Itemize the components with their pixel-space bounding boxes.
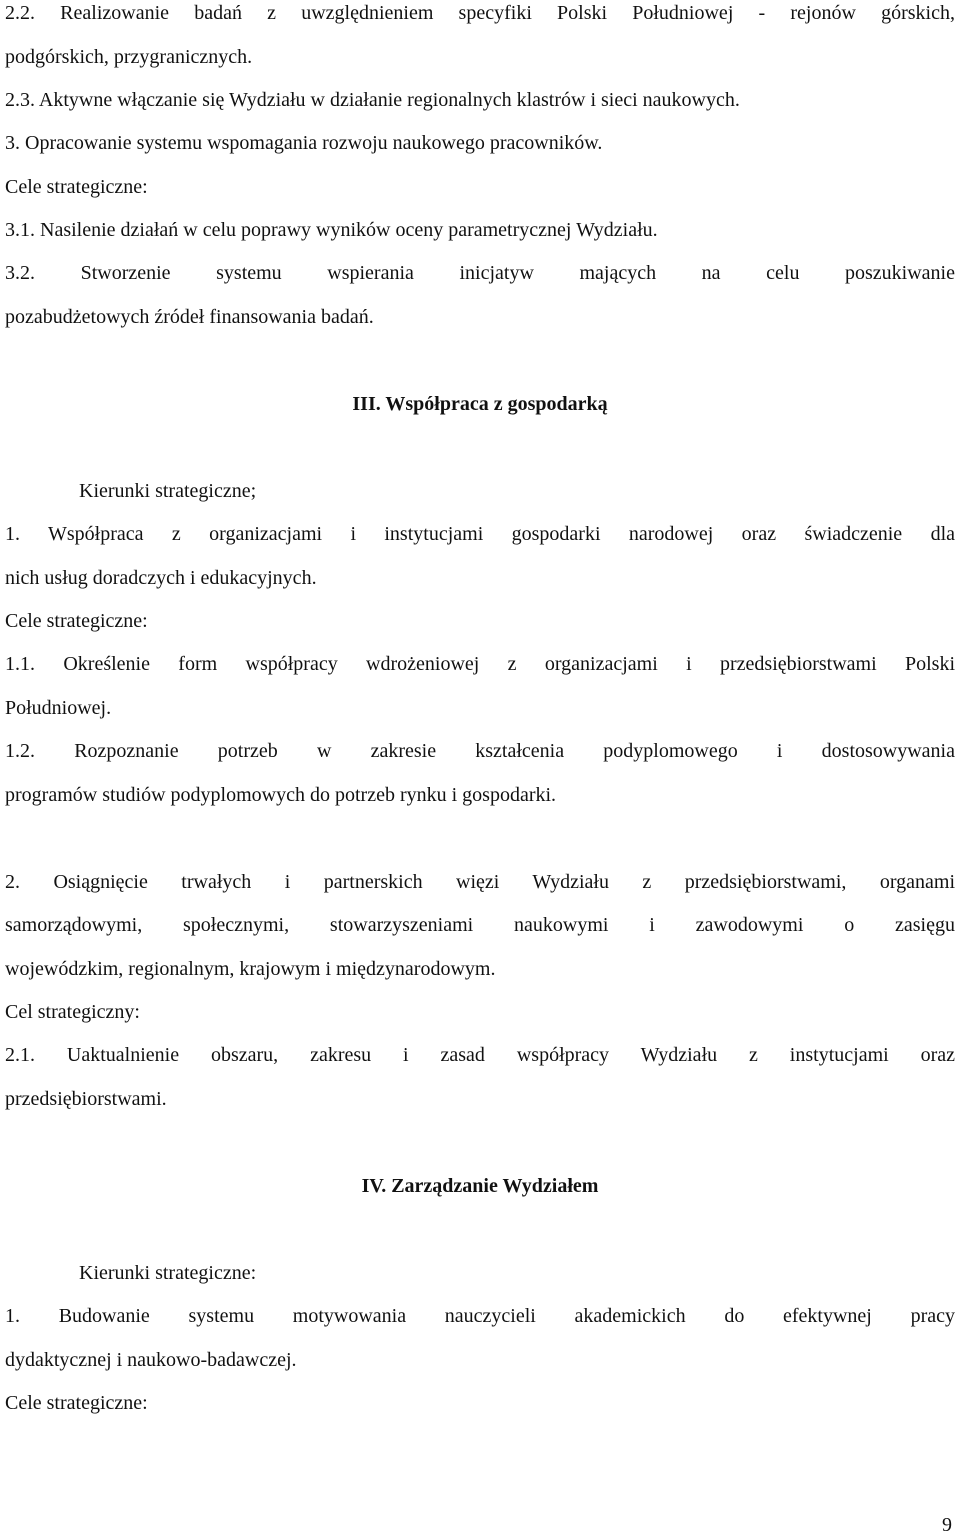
- section-heading-iv: IV. Zarządzanie Wydziałem: [361, 1175, 599, 1197]
- text-line-3-2-cont: pozabudżetowych źródeł finansowania badań.: [5, 306, 374, 328]
- label-kierunki-strategiczne: Kierunki strategiczne:: [79, 1262, 257, 1284]
- text-line-2-cont-b: wojewódzkim, regionalnym, krajowym i międzynarodowym.: [5, 958, 496, 980]
- text-line-1-iv: 1. Budowanie systemu motywowania nauczycieli akademickich do efektywnej pracy: [5, 1305, 955, 1327]
- text-line-2: 2. Osiągnięcie trwałych i partnerskich więzi Wydziału z przedsiębiorstwami, organami: [5, 871, 955, 893]
- text-line-3: 3. Opracowanie systemu wspomagania rozwoju naukowego pracowników.: [5, 132, 603, 154]
- text-line-2-cont-a: samorządowymi, społecznymi, stowarzyszeniami naukowymi i zawodowymi o zasięgu: [5, 914, 955, 936]
- label-cele-strategiczne: Cele strategiczne:: [5, 176, 148, 198]
- label-cel-strategiczny: Cel strategiczny:: [5, 1001, 140, 1023]
- label-cele-strategiczne: Cele strategiczne:: [5, 1392, 148, 1414]
- text-line-1-iv-cont: dydaktycznej i naukowo-badawczej.: [5, 1349, 297, 1371]
- text-line-1-2-cont: programów studiów podyplomowych do potrzeb rynku i gospodarki.: [5, 784, 557, 806]
- page-number: 9: [942, 1514, 952, 1536]
- text-line-1-cont: nich usług doradczych i edukacyjnych.: [5, 567, 317, 589]
- text-line-3-1: 3.1. Nasilenie działań w celu poprawy wyników oceny parametrycznej Wydziału.: [5, 219, 658, 241]
- text-line-2-3: 2.3. Aktywne włączanie się Wydziału w działanie regionalnych klastrów i sieci naukowych.: [5, 89, 740, 111]
- text-line-2-2: 2.2. Realizowanie badań z uwzględnieniem specyfiki Polski Południowej - rejonów górskich,: [5, 2, 955, 24]
- text-line-2-2-cont: podgórskich, przygranicznych.: [5, 46, 253, 68]
- text-line-1: 1. Współpraca z organizacjami i instytucjami gospodarki narodowej oraz świadczenie dla: [5, 523, 955, 545]
- label-cele-strategiczne: Cele strategiczne:: [5, 610, 148, 632]
- text-line-1-1-cont: Południowej.: [5, 697, 112, 719]
- text-line-1-1: 1.1. Określenie form współpracy wdrożeniowej z organizacjami i przedsiębiorstwami Polski: [5, 653, 955, 675]
- label-kierunki-strategiczne: Kierunki strategiczne;: [79, 480, 257, 502]
- text-line-1-2: 1.2. Rozpoznanie potrzeb w zakresie kształcenia podyplomowego i dostosowywania: [5, 740, 955, 762]
- section-heading-iii: III. Współpraca z gospodarką: [352, 393, 608, 415]
- text-line-3-2: 3.2. Stworzenie systemu wspierania inicjatyw mających na celu poszukiwanie: [5, 262, 955, 284]
- text-line-2-1: 2.1. Uaktualnienie obszaru, zakresu i zasad współpracy Wydziału z instytucjami oraz: [5, 1044, 955, 1066]
- text-line-2-1-cont: przedsiębiorstwami.: [5, 1088, 167, 1110]
